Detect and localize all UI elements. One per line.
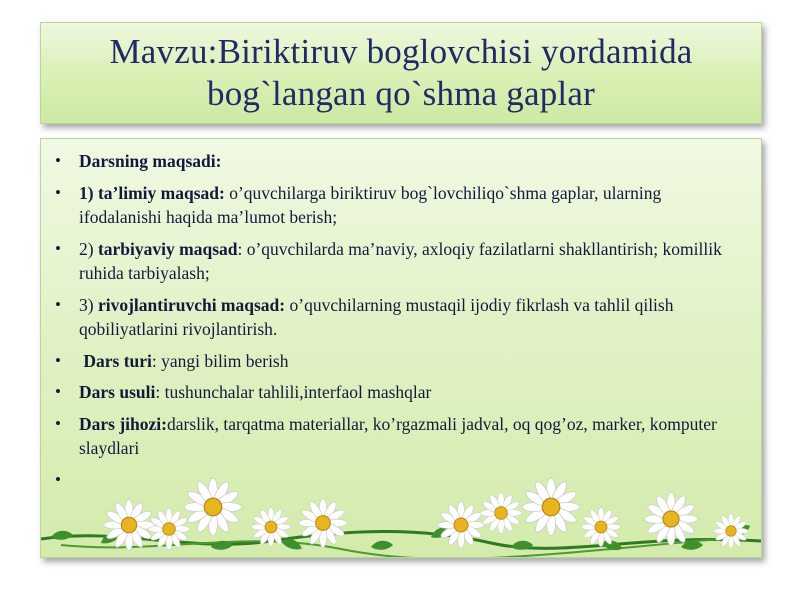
slide-title xyxy=(109,31,692,115)
bullet-text: : tushunchalar tahlili,interfaol mashqlar xyxy=(155,382,432,402)
bullet-item-lesson-type xyxy=(53,349,741,374)
bullet-item-upbringing-goal xyxy=(53,237,741,286)
bullet-text: : yangi bilim berish xyxy=(151,350,289,371)
bullet-dot: • xyxy=(55,413,61,433)
bullet-text: o’quvchilarning mustaqil ijodiy fikrlash va tahlil qilish qobiliyatlarini rivojlantirish. xyxy=(79,294,674,339)
bullet-dot: • xyxy=(55,238,61,258)
bullet-bold-text: Dars turi xyxy=(83,350,152,371)
bullet-item-developmental-goal xyxy=(53,293,741,342)
bullet-item-goals-heading xyxy=(53,149,741,174)
title-line-1: Mavzu:Biriktiruv boglovchisi yordamida xyxy=(109,32,693,71)
bullet-list xyxy=(41,139,761,489)
bullet-bold-text: 1) ta’limiy maqsad: xyxy=(79,182,225,203)
bullet-bold-text: Dars usuli xyxy=(79,382,156,402)
title-box xyxy=(40,22,762,124)
daisy-garland-icon xyxy=(41,457,761,557)
bullet-bold-text: Dars jihozi: xyxy=(79,413,167,434)
bullet-bold-text: Darsning maqsadi: xyxy=(79,151,222,171)
bullet-dot: • xyxy=(55,469,61,489)
bullet-dot: • xyxy=(55,382,61,401)
bullet-bold-text: rivojlantiruvchi maqsad: xyxy=(97,294,286,315)
bullet-dot: • xyxy=(55,151,61,170)
bullet-prefix: 3) xyxy=(79,294,98,315)
bullet-prefix: 2) xyxy=(79,238,98,259)
bullet-text: darslik, tarqatma materiallar, ko’rgazmali jadval, oq qog’oz, marker, komputer slaydlari xyxy=(79,413,717,458)
bullet-dot: • xyxy=(55,294,61,314)
title-line-2: bog`langan qo`shma gaplar xyxy=(207,74,595,113)
bullet-bold-text: tarbiyaviy maqsad xyxy=(97,238,238,259)
bullet-dot: • xyxy=(55,350,61,370)
bullet-item-lesson-equipment xyxy=(53,412,741,461)
bullet-text: o’quvchilarga biriktiruv bog`lovchiliqo`shma gaplar, ularning ifodalanishi haqida ma’lumot berish; xyxy=(79,182,662,227)
bullet-item-lesson-method xyxy=(53,380,741,405)
bullet-item-educational-goal xyxy=(53,181,741,230)
bullet-text: : o’quvchilarda ma’naviy, axloqiy fazilatlarni shakllantirish; komillik ruhida tarbiyalash; xyxy=(79,238,722,283)
content-box xyxy=(40,138,762,558)
bullet-dot: • xyxy=(55,182,61,202)
